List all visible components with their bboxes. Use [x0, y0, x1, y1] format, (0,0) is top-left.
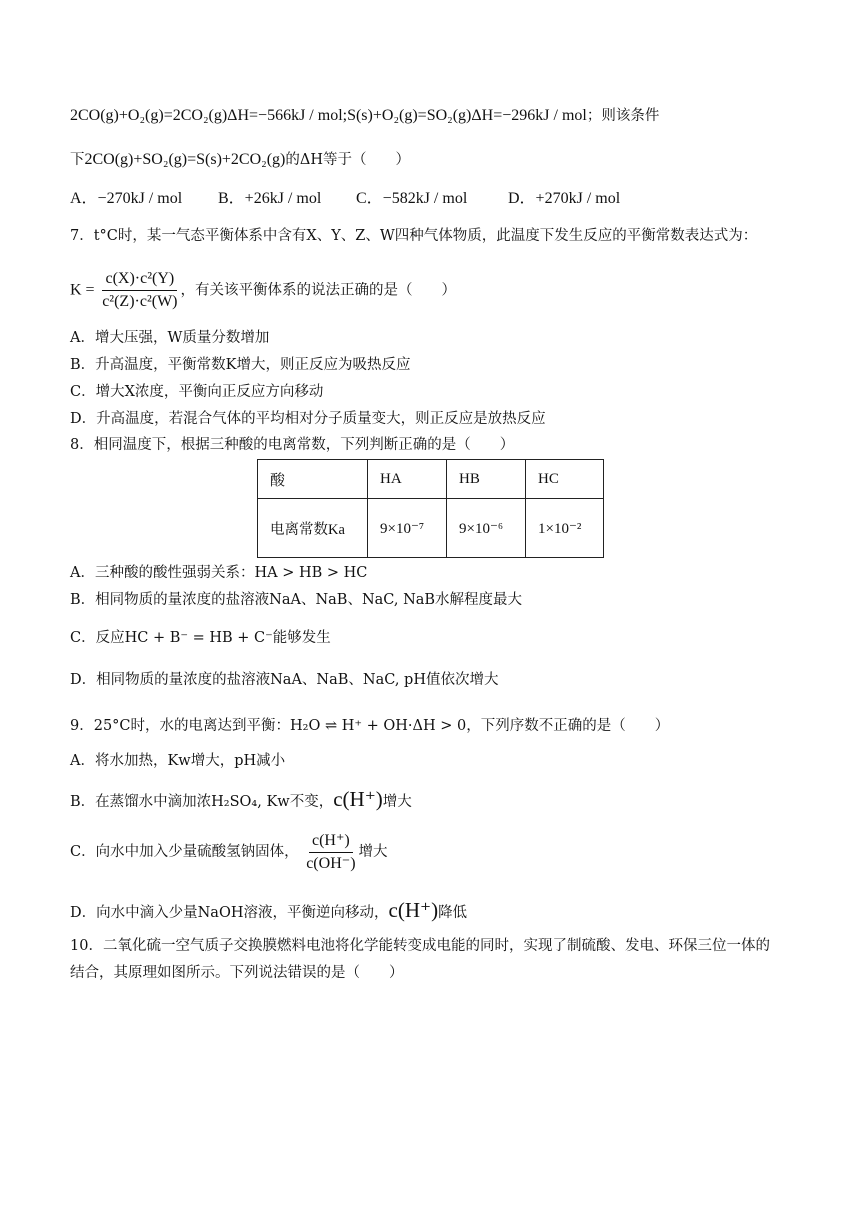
ionization-constant-table [257, 459, 604, 558]
q10-stem-line1: 10．二氧化硫一空气质子交换膜燃料电池将化学能转变成电能的同时，实现了制硫酸、发电、环保三位一体的 [70, 938, 770, 954]
q7-k-tail: ，有关该平衡体系的说法正确的是（ ） [180, 282, 456, 299]
q6-line2-prefix: 下 [70, 152, 85, 168]
q9-option-c-numerator: c(H⁺) [309, 830, 353, 853]
q9-option-d [70, 897, 467, 926]
table-header-acid: 酸 [258, 460, 368, 499]
q6-options [70, 189, 620, 209]
table-row [258, 499, 604, 558]
q7-k-numerator: c(X)·c²(Y) [102, 268, 177, 291]
q6-line2-tail: 的ΔH等于（ ） [285, 152, 411, 168]
q6-option-b: B．+26kJ / mol [218, 190, 322, 207]
q8-option-c: C．反应HC + B⁻ = HB + C⁻能够发生 [70, 630, 331, 646]
q6-option-a: A．−270kJ / mol [70, 190, 183, 207]
table-row-label: 电离常数Ka [258, 499, 368, 558]
table-cell-hc: 1×10⁻² [526, 499, 604, 558]
q10-stem-line2: 结合，其原理如图所示。下列说法错误的是（ ） [70, 965, 404, 981]
q7-option-c: C．增大X浓度，平衡向正反应方向移动 [70, 384, 324, 400]
q7-option-b: B．升高温度，平衡常数K增大，则正反应为吸热反应 [70, 357, 411, 373]
q9-option-b [70, 786, 412, 815]
q9-option-b-tail: 增大 [382, 794, 412, 810]
q9-option-d-text: D．向水中滴入少量NaOH溶液，平衡逆向移动， [70, 905, 389, 921]
q6-option-d: D．+270kJ / mol [508, 190, 621, 207]
q6-line1 [70, 106, 659, 126]
q6-target-equation: 2CO(g)+SO₂(g)=S(s)+2CO₂(g) [84, 151, 286, 168]
q8-option-a: A．三种酸的酸性强弱关系：HA > HB > HC [70, 565, 368, 581]
q7-stem: 7．t°C时，某一气态平衡体系中含有X、Y、Z、W四种气体物质，此温度下发生反应的平衡常数表达式为： [70, 228, 758, 244]
q9-stem [70, 716, 669, 736]
q9-option-c-denominator: c(OH⁻) [306, 854, 356, 872]
q6-line1-tail: ；则该条件 [586, 108, 660, 124]
q9-option-c-text: C．向水中加入少量硫酸氢钠固体， [70, 844, 299, 860]
table-cell-ha: 9×10⁻⁷ [368, 499, 447, 558]
table-header-hc: HC [526, 460, 604, 499]
q9-option-c-tail: 增大 [358, 844, 388, 860]
q7-option-a: A．增大压强，W质量分数增加 [70, 330, 270, 346]
q9-option-d-concentration: c(H⁺) [388, 898, 439, 922]
q6-option-c: C．−582kJ / mol [356, 190, 468, 207]
q7-option-d: D．升高温度，若混合气体的平均相对分子质量变大，则正反应是放热反应 [70, 411, 546, 427]
q7-k-expression [70, 268, 456, 313]
q6-line2 [70, 150, 410, 170]
q7-k-label: K = [70, 281, 95, 299]
q7-k-denominator: c²(Z)·c²(W) [102, 293, 178, 310]
q9-option-b-text: B．在蒸馏水中滴加浓H₂SO₄, Kw不变， [70, 794, 334, 810]
q6-thermo-equations: 2CO(g)+O₂(g)=2CO₂(g)ΔH=−566kJ / mol;S(s)+O₂(g)=SO₂(g)ΔH=−296kJ / mol [70, 107, 587, 124]
q9-option-c-fraction [303, 830, 358, 875]
q9-option-b-concentration: c(H⁺) [333, 787, 383, 811]
table-header-hb: HB [447, 460, 526, 499]
q9-stem-equation: 9．25°C时，水的电离达到平衡：H₂O ⇌ H⁺ + OH·ΔH > 0 [70, 718, 467, 734]
q9-option-d-tail: 降低 [438, 905, 468, 921]
q9-option-c [70, 828, 388, 876]
table-header-ha: HA [368, 460, 447, 499]
table-header-row [258, 460, 604, 499]
q9-option-a: A．将水加热，Kw增大，pH减小 [70, 753, 286, 769]
q7-k-fraction [99, 268, 180, 313]
q8-option-d: D．相同物质的量浓度的盐溶液NaA、NaB、NaC, pH值依次增大 [70, 672, 499, 688]
q8-option-b: B．相同物质的量浓度的盐溶液NaA、NaB、NaC, NaB水解程度最大 [70, 592, 523, 608]
table-cell-hb: 9×10⁻⁶ [447, 499, 526, 558]
q9-stem-tail: ，下列序数不正确的是（ ） [466, 718, 670, 734]
q8-stem: 8．相同温度下，根据三种酸的电离常数，下列判断正确的是（ ） [70, 437, 515, 453]
